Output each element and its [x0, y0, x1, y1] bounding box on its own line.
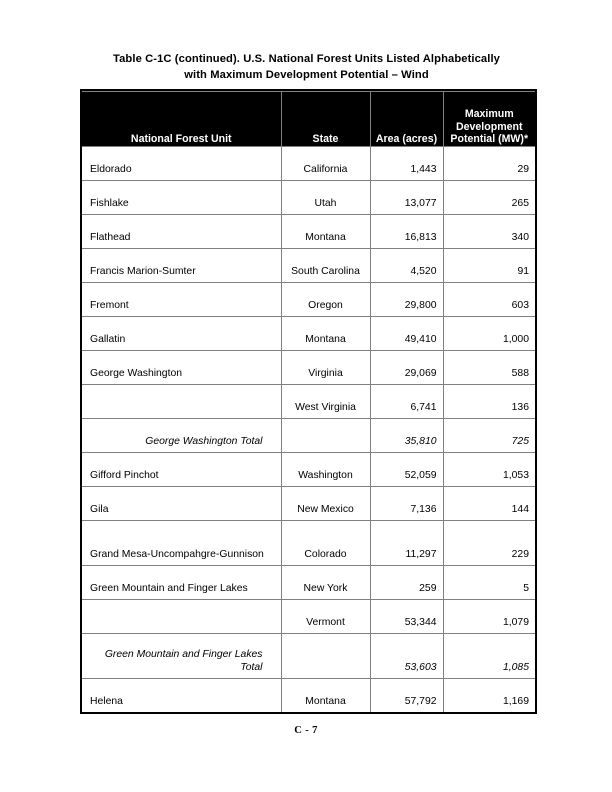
cell-state: Oregon: [281, 283, 370, 317]
cell-max-development-mw: 340: [443, 215, 535, 249]
table-header-row: [82, 92, 535, 147]
cell-area-acres: 57,792: [370, 679, 443, 713]
cell-national-forest-unit: Helena: [82, 679, 281, 713]
cell-area-acres: 16,813: [370, 215, 443, 249]
table-row: [82, 249, 535, 283]
cell-national-forest-unit: [82, 600, 281, 634]
cell-state: New York: [281, 566, 370, 600]
page-footer: [0, 725, 612, 736]
cell-area-acres: 53,603: [370, 634, 443, 679]
cell-area-acres: 29,069: [370, 351, 443, 385]
cell-national-forest-unit: Eldorado: [82, 147, 281, 181]
cell-national-forest-unit: Flathead: [82, 215, 281, 249]
table-row: [82, 385, 535, 419]
cell-national-forest-unit: Fremont: [82, 283, 281, 317]
cell-national-forest-unit: Gallatin: [82, 317, 281, 351]
page-number: C - 7: [294, 725, 318, 736]
table-title-line-2: with Maximum Development Potential – Wind: [184, 68, 429, 81]
cell-area-acres: 29,800: [370, 283, 443, 317]
cell-max-development-mw: 136: [443, 385, 535, 419]
cell-max-development-mw: 144: [443, 487, 535, 521]
column-header-mw-line-1: Maximum: [464, 108, 514, 121]
cell-max-development-mw: 603: [443, 283, 535, 317]
cell-area-acres: 4,520: [370, 249, 443, 283]
table-row: [82, 317, 535, 351]
table-row: [82, 147, 535, 181]
cell-national-forest-unit: Gila: [82, 487, 281, 521]
cell-area-acres: 52,059: [370, 453, 443, 487]
column-header-max-development-potential: [443, 92, 535, 147]
table-row: [82, 283, 535, 317]
cell-area-acres: 11,297: [370, 521, 443, 566]
table-row: [82, 351, 535, 385]
cell-national-forest-unit: George Washington Total: [82, 419, 281, 453]
cell-area-acres: 6,741: [370, 385, 443, 419]
column-header-mw-line-2: Development: [455, 120, 523, 133]
cell-state: California: [281, 147, 370, 181]
cell-max-development-mw: 725: [443, 419, 535, 453]
cell-national-forest-unit: Green Mountain and Finger Lakes Total: [82, 634, 281, 679]
table-row: [82, 215, 535, 249]
cell-state: Montana: [281, 215, 370, 249]
cell-state: Utah: [281, 181, 370, 215]
table-frame: [80, 89, 537, 714]
cell-area-acres: 1,443: [370, 147, 443, 181]
cell-state: [281, 419, 370, 453]
cell-max-development-mw: 229: [443, 521, 535, 566]
cell-area-acres: 259: [370, 566, 443, 600]
cell-area-acres: 35,810: [370, 419, 443, 453]
table-body: [82, 147, 535, 713]
table-row: [82, 419, 535, 453]
cell-max-development-mw: 5: [443, 566, 535, 600]
cell-national-forest-unit: George Washington: [82, 351, 281, 385]
table-row: [82, 181, 535, 215]
cell-national-forest-unit: Grand Mesa-Uncompahgre-Gunnison: [82, 521, 281, 566]
cell-area-acres: 13,077: [370, 181, 443, 215]
cell-max-development-mw: 29: [443, 147, 535, 181]
column-header-area: Area (acres): [370, 92, 443, 147]
table-row: [82, 521, 535, 566]
table-row: [82, 634, 535, 679]
cell-state: South Carolina: [281, 249, 370, 283]
cell-max-development-mw: 265: [443, 181, 535, 215]
cell-national-forest-unit: Fishlake: [82, 181, 281, 215]
cell-state: Washington: [281, 453, 370, 487]
cell-state: Colorado: [281, 521, 370, 566]
cell-max-development-mw: 1,053: [443, 453, 535, 487]
cell-max-development-mw: 1,085: [443, 634, 535, 679]
cell-national-forest-unit: Green Mountain and Finger Lakes: [82, 566, 281, 600]
column-header-national-forest-unit: National Forest Unit: [82, 92, 281, 147]
cell-national-forest-unit: Francis Marion-Sumter: [82, 249, 281, 283]
table-title: [80, 52, 533, 83]
cell-state: Montana: [281, 679, 370, 713]
cell-state: Virginia: [281, 351, 370, 385]
cell-max-development-mw: 1,000: [443, 317, 535, 351]
cell-state: West Virginia: [281, 385, 370, 419]
cell-state: Vermont: [281, 600, 370, 634]
cell-area-acres: 49,410: [370, 317, 443, 351]
table-title-line-1: Table C-1C (continued). U.S. National Forest Units Listed Alphabetically: [113, 53, 500, 65]
column-header-state: State: [281, 92, 370, 147]
cell-state: Montana: [281, 317, 370, 351]
column-header-mw-line-3: Potential (MW)*: [450, 133, 529, 146]
table-row: [82, 566, 535, 600]
cell-max-development-mw: 91: [443, 249, 535, 283]
table-row: [82, 453, 535, 487]
table-row: [82, 487, 535, 521]
cell-state: [281, 634, 370, 679]
cell-area-acres: 53,344: [370, 600, 443, 634]
forest-units-table: [82, 91, 535, 712]
table-row: [82, 679, 535, 713]
cell-national-forest-unit: [82, 385, 281, 419]
table-row: [82, 600, 535, 634]
cell-max-development-mw: 1,169: [443, 679, 535, 713]
cell-max-development-mw: 588: [443, 351, 535, 385]
cell-state: New Mexico: [281, 487, 370, 521]
cell-area-acres: 7,136: [370, 487, 443, 521]
cell-national-forest-unit: Gifford Pinchot: [82, 453, 281, 487]
cell-max-development-mw: 1,079: [443, 600, 535, 634]
table-header: [82, 92, 535, 147]
